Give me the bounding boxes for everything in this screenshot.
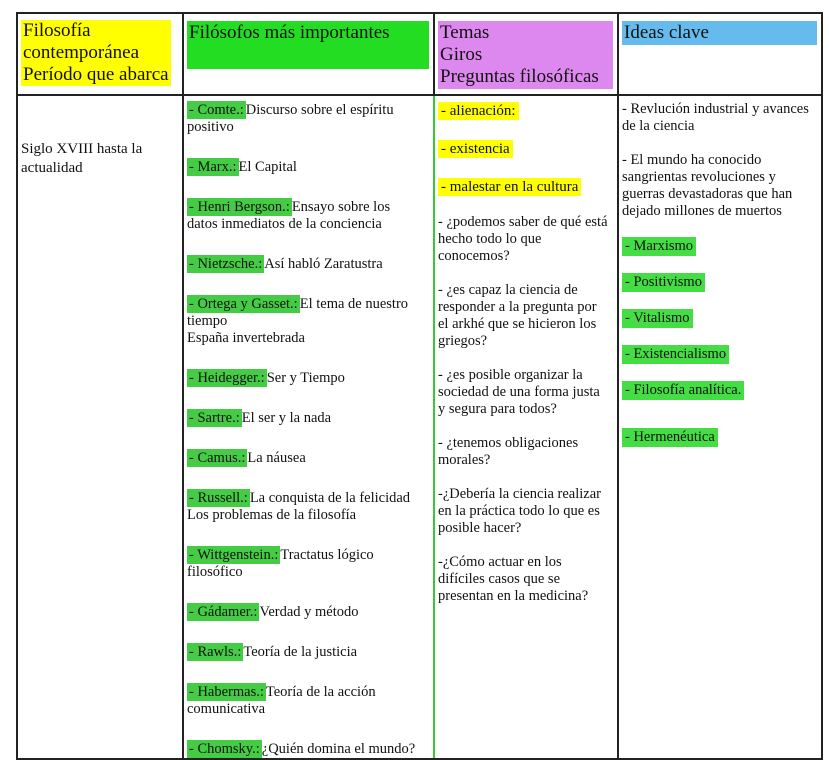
philosopher-name: - Heidegger.: bbox=[189, 370, 265, 386]
philosopher-work: tiempo bbox=[187, 313, 228, 329]
idea-line: - Revlución industrial y avances bbox=[622, 101, 809, 117]
corriente-item bbox=[622, 428, 817, 447]
header-line: Preguntas filosóficas bbox=[440, 66, 599, 87]
philosopher-line bbox=[187, 410, 429, 427]
tema-label: - malestar en la cultura bbox=[438, 178, 581, 196]
header-ideas bbox=[618, 13, 822, 95]
pregunta-line: el arkhé que se hicieron los bbox=[438, 316, 597, 332]
periodo-text bbox=[18, 96, 182, 178]
philosopher-item bbox=[187, 638, 429, 661]
philosopher-item bbox=[187, 364, 429, 387]
corriente-item bbox=[622, 345, 817, 364]
temas-list bbox=[435, 96, 617, 605]
header-line: Período que abarca bbox=[23, 64, 169, 85]
corriente-item bbox=[622, 237, 817, 256]
header-row bbox=[17, 13, 822, 95]
header-line: Filosofía bbox=[23, 20, 91, 41]
philosopher-line bbox=[187, 684, 429, 701]
philosopher-work: Los problemas de la filosofía bbox=[187, 507, 357, 523]
pregunta-line: - ¿tenemos obligaciones bbox=[438, 435, 579, 451]
header-periodo bbox=[17, 13, 183, 95]
pregunta-line: -¿Debería la ciencia realizar bbox=[438, 486, 601, 502]
philosopher-work: La náusea bbox=[247, 450, 306, 466]
corriente-label: - Existencialismo bbox=[622, 345, 729, 364]
pregunta-line: -¿Cómo actuar en los bbox=[438, 554, 562, 570]
philosopher-item bbox=[187, 541, 429, 581]
pregunta-line: - ¿es capaz la ciencia de bbox=[438, 282, 578, 298]
pregunta-line: responder a la pregunta por bbox=[438, 299, 597, 315]
pregunta-line: posible hacer? bbox=[438, 520, 522, 536]
header-line: Giros bbox=[440, 44, 483, 65]
corriente-label: - Hermenéutica bbox=[622, 428, 718, 447]
philosopher-name: - Gádamer.: bbox=[189, 604, 258, 620]
filosofos-cell bbox=[183, 95, 434, 759]
pregunta-item bbox=[438, 554, 613, 605]
pregunta-item bbox=[438, 282, 613, 350]
header-temas bbox=[434, 13, 618, 95]
philosopher-item bbox=[187, 290, 429, 347]
philosopher-item bbox=[187, 96, 429, 136]
tema-item bbox=[438, 100, 613, 122]
philosopher-item bbox=[187, 153, 429, 176]
temas-cell bbox=[434, 95, 618, 759]
periodo-line: actualidad bbox=[21, 160, 83, 176]
body-row bbox=[17, 95, 822, 759]
philosopher-name: - Nietzsche.: bbox=[189, 256, 263, 272]
philosopher-work: Teoría de la justicia bbox=[243, 644, 358, 660]
philosopher-work: Así habló Zaratustra bbox=[264, 256, 383, 272]
pregunta-line: en la práctica todo lo que es bbox=[438, 503, 600, 519]
corriente-item bbox=[622, 309, 817, 328]
philosopher-work: comunicativa bbox=[187, 701, 266, 717]
philosopher-work: La conquista de la felicidad bbox=[249, 490, 411, 506]
pregunta-item bbox=[438, 214, 613, 265]
header-line: contemporánea bbox=[23, 42, 140, 63]
philosopher-work: Teoría de la acción bbox=[265, 684, 376, 700]
header-periodo-label bbox=[21, 20, 171, 86]
pregunta-item bbox=[438, 486, 613, 537]
philosopher-name: - Chomsky.: bbox=[189, 741, 260, 757]
philosopher-line bbox=[187, 547, 429, 564]
philosopher-item bbox=[187, 250, 429, 273]
philosopher-work: datos inmediatos de la conciencia bbox=[187, 216, 382, 232]
philosopher-line bbox=[187, 102, 429, 119]
header-line: Ideas clave bbox=[624, 22, 709, 43]
tema-label: - existencia bbox=[438, 140, 513, 158]
header-temas-label bbox=[438, 21, 613, 89]
idea-line: dejado millones de muertos bbox=[622, 203, 782, 219]
philosopher-line bbox=[187, 644, 429, 661]
philosopher-item bbox=[187, 598, 429, 621]
filosofos-list bbox=[184, 96, 433, 758]
idea-item bbox=[622, 152, 817, 220]
ideas-list bbox=[619, 96, 821, 447]
philosopher-name: - Comte.: bbox=[189, 102, 244, 118]
pregunta-line: - ¿es posible organizar la bbox=[438, 367, 583, 383]
header-line: Temas bbox=[440, 22, 490, 43]
idea-line: guerras devastadoras que han bbox=[622, 186, 793, 202]
philosopher-work: Ser y Tiempo bbox=[266, 370, 345, 386]
corriente-label: - Marxismo bbox=[622, 237, 696, 256]
pregunta-line: presentan en la medicina? bbox=[438, 588, 589, 604]
philosopher-line bbox=[187, 741, 429, 758]
philosopher-line bbox=[187, 450, 429, 467]
philosopher-name: - Ortega y Gasset.: bbox=[189, 296, 298, 312]
corriente-label: - Vitalismo bbox=[622, 309, 693, 328]
philosopher-work: Tractatus lógico bbox=[280, 547, 374, 563]
philosopher-work: El tema de nuestro bbox=[299, 296, 409, 312]
philosopher-work: España invertebrada bbox=[187, 330, 305, 346]
philosopher-line bbox=[187, 604, 429, 621]
philosopher-name: - Sartre.: bbox=[189, 410, 240, 426]
corriente-item bbox=[622, 273, 817, 292]
philosopher-name: - Marx.: bbox=[189, 159, 237, 175]
pregunta-line: - ¿podemos saber de qué está bbox=[438, 214, 608, 230]
philosopher-name: - Russell.: bbox=[189, 490, 248, 506]
philosopher-work: El Capital bbox=[238, 159, 297, 175]
philosopher-line bbox=[187, 256, 429, 273]
idea-line: sangrientas revoluciones y bbox=[622, 169, 776, 185]
pregunta-line: hecho todo lo que bbox=[438, 231, 542, 247]
philosopher-name: - Henri Bergson.: bbox=[189, 199, 290, 215]
idea-line: - El mundo ha conocido bbox=[622, 152, 762, 168]
philosopher-item bbox=[187, 484, 429, 524]
tema-item bbox=[438, 176, 613, 198]
philosopher-line bbox=[187, 370, 429, 387]
philosopher-work: ¿Quién domina el mundo? bbox=[261, 741, 416, 757]
philosopher-item bbox=[187, 404, 429, 427]
pregunta-item bbox=[438, 367, 613, 418]
philosopher-item bbox=[187, 678, 429, 718]
corriente-label: - Filosofía analítica. bbox=[622, 381, 744, 400]
philosopher-line bbox=[187, 159, 429, 176]
philosopher-line bbox=[187, 199, 429, 216]
periodo-line: Siglo XVIII hasta la bbox=[21, 141, 143, 157]
ideas-cell bbox=[618, 95, 822, 759]
pregunta-line: difíciles casos que se bbox=[438, 571, 561, 587]
tema-item bbox=[438, 138, 613, 160]
philosopher-line bbox=[187, 490, 429, 507]
philosopher-name: - Rawls.: bbox=[189, 644, 242, 660]
pregunta-line: morales? bbox=[438, 452, 491, 468]
philosophy-table bbox=[16, 12, 823, 760]
philosopher-work: filosófico bbox=[187, 564, 243, 580]
pregunta-item bbox=[438, 435, 613, 469]
pregunta-line: griegos? bbox=[438, 333, 488, 349]
header-filosofos bbox=[183, 13, 434, 95]
philosopher-item bbox=[187, 444, 429, 467]
pregunta-line: sociedad de una forma justa bbox=[438, 384, 600, 400]
idea-line: de la ciencia bbox=[622, 118, 695, 134]
philosopher-name: - Wittgenstein.: bbox=[189, 547, 279, 563]
pregunta-line: y segura para todos? bbox=[438, 401, 557, 417]
header-line: Filósofos más importantes bbox=[189, 22, 390, 43]
header-ideas-label bbox=[622, 21, 817, 45]
philosopher-item bbox=[187, 735, 429, 758]
philosopher-line bbox=[187, 296, 429, 313]
philosopher-work: Verdad y método bbox=[259, 604, 359, 620]
philosopher-work: Discurso sobre el espíritu bbox=[245, 102, 394, 118]
corriente-label: - Positivismo bbox=[622, 273, 705, 292]
corriente-item bbox=[622, 381, 817, 400]
philosopher-item bbox=[187, 193, 429, 233]
idea-item bbox=[622, 101, 817, 135]
philosopher-work: El ser y la nada bbox=[241, 410, 332, 426]
philosopher-name: - Camus.: bbox=[189, 450, 246, 466]
philosopher-work: Ensayo sobre los bbox=[291, 199, 391, 215]
philosopher-name: - Habermas.: bbox=[189, 684, 264, 700]
pregunta-line: conocemos? bbox=[438, 248, 510, 264]
philosopher-work: positivo bbox=[187, 119, 234, 135]
periodo-cell bbox=[17, 95, 183, 759]
tema-label: - alienación: bbox=[438, 102, 519, 120]
header-filosofos-label bbox=[187, 21, 429, 69]
